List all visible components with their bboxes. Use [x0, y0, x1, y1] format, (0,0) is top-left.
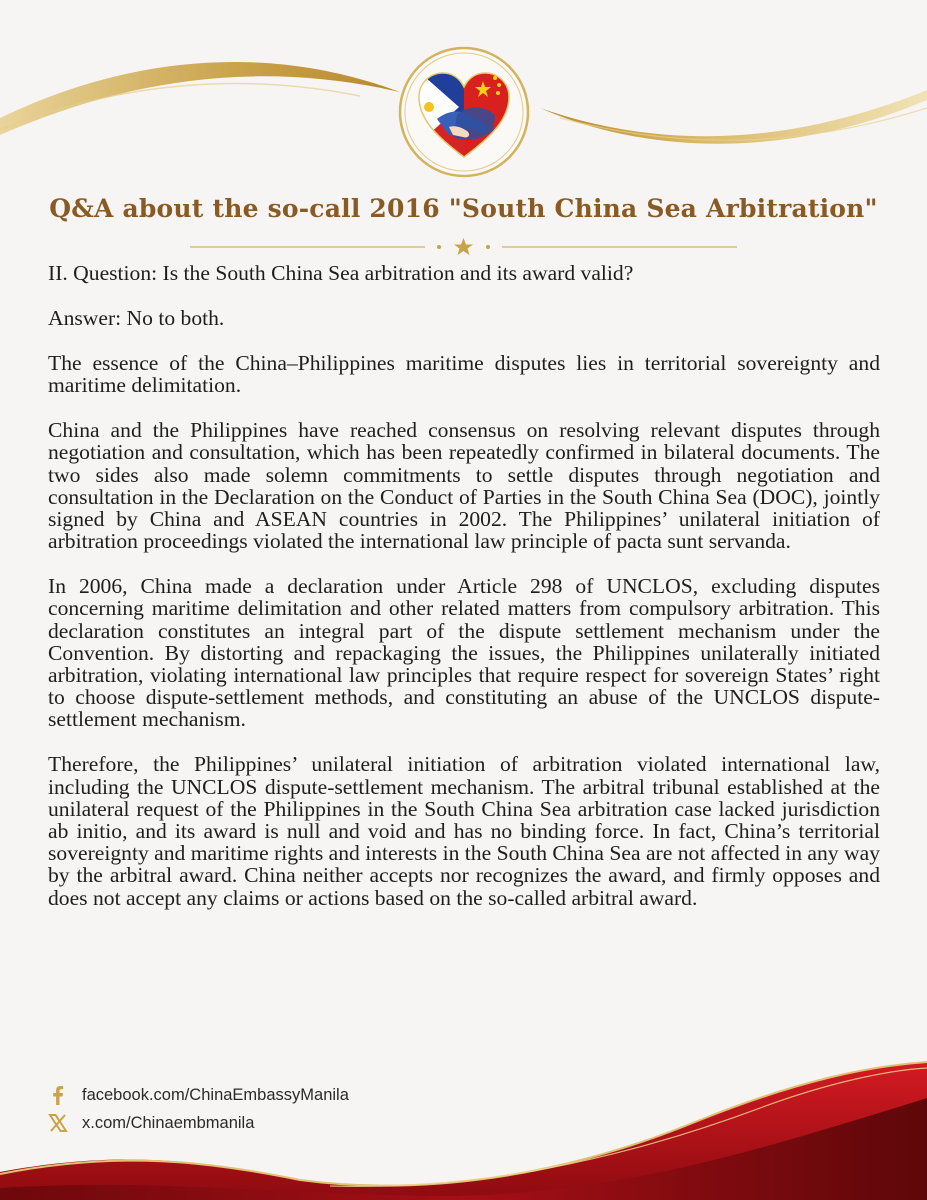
answer-text: Answer: No to both. [48, 306, 225, 330]
paragraph: China and the Philippines have reached consensus on resolving relevant disputes through negotiation and consultation, which has been repeatedly confirmed in bilateral documents. The two sides also made solemn commitments to settle disputes through negotiation and consultation in the Declaration on the Conduct of Parties in the South China Sea (DOC), jointly signed by China and ASEAN countries in 2002. The Philippines’ unilateral initiation of arbitration proceedings violated the international law principle of pacta sunt servanda. [48, 418, 880, 554]
paragraph: Therefore, the Philippines’ unilateral initiation of arbitration violated international law, including the UNCLOS dispute-settlement mechanism. The arbitral tribunal established at the unilateral request of the Philippines in the South China Sea arbitration case lacked jurisdiction ab initio, and its award is null and void and has no binding force. In fact, China’s territorial sovereignty and maritime rights and interests in the South China Sea are not affected in any way by the arbitral award. China neither accepts nor recognizes the award, and firmly opposes and does not accept any claims or actions based on the so-called arbitral award. [48, 752, 880, 910]
embassy-logo [397, 45, 531, 179]
paragraph: In 2006, China made a declaration under Article 298 of UNCLOS, excluding disputes concerning maritime delimitation and other related matters from compulsory arbitration. This declaration constitutes an integral part of the dispute settlement mechanism under the Convention. By distorting and repackaging the issues, the Philippines unilaterally initiated arbitration, violating international law principles that require respect for sovereign States’ right to choose dispute-settlement methods, and constituting an abuse of the UNCLOS dispute-settlement mechanism. [48, 574, 880, 732]
qa-content [48, 262, 880, 932]
facebook-icon [48, 1084, 68, 1106]
page-title: Q&A about the so-call 2016 "South China Sea Arbitration" [49, 194, 878, 223]
title-divider [190, 236, 737, 258]
question-text: II. Question: Is the South China Sea arbitration and its award valid? [48, 261, 634, 285]
paragraph: The essence of the China–Philippines maritime disputes lies in territorial sovereignty and maritime delimitation. [48, 351, 880, 398]
x-url[interactable]: x.com/Chinaembmanila [82, 1114, 255, 1132]
facebook-url[interactable]: facebook.com/ChinaEmbassyManila [82, 1086, 349, 1104]
star-icon [454, 238, 473, 255]
x-icon [48, 1112, 68, 1134]
